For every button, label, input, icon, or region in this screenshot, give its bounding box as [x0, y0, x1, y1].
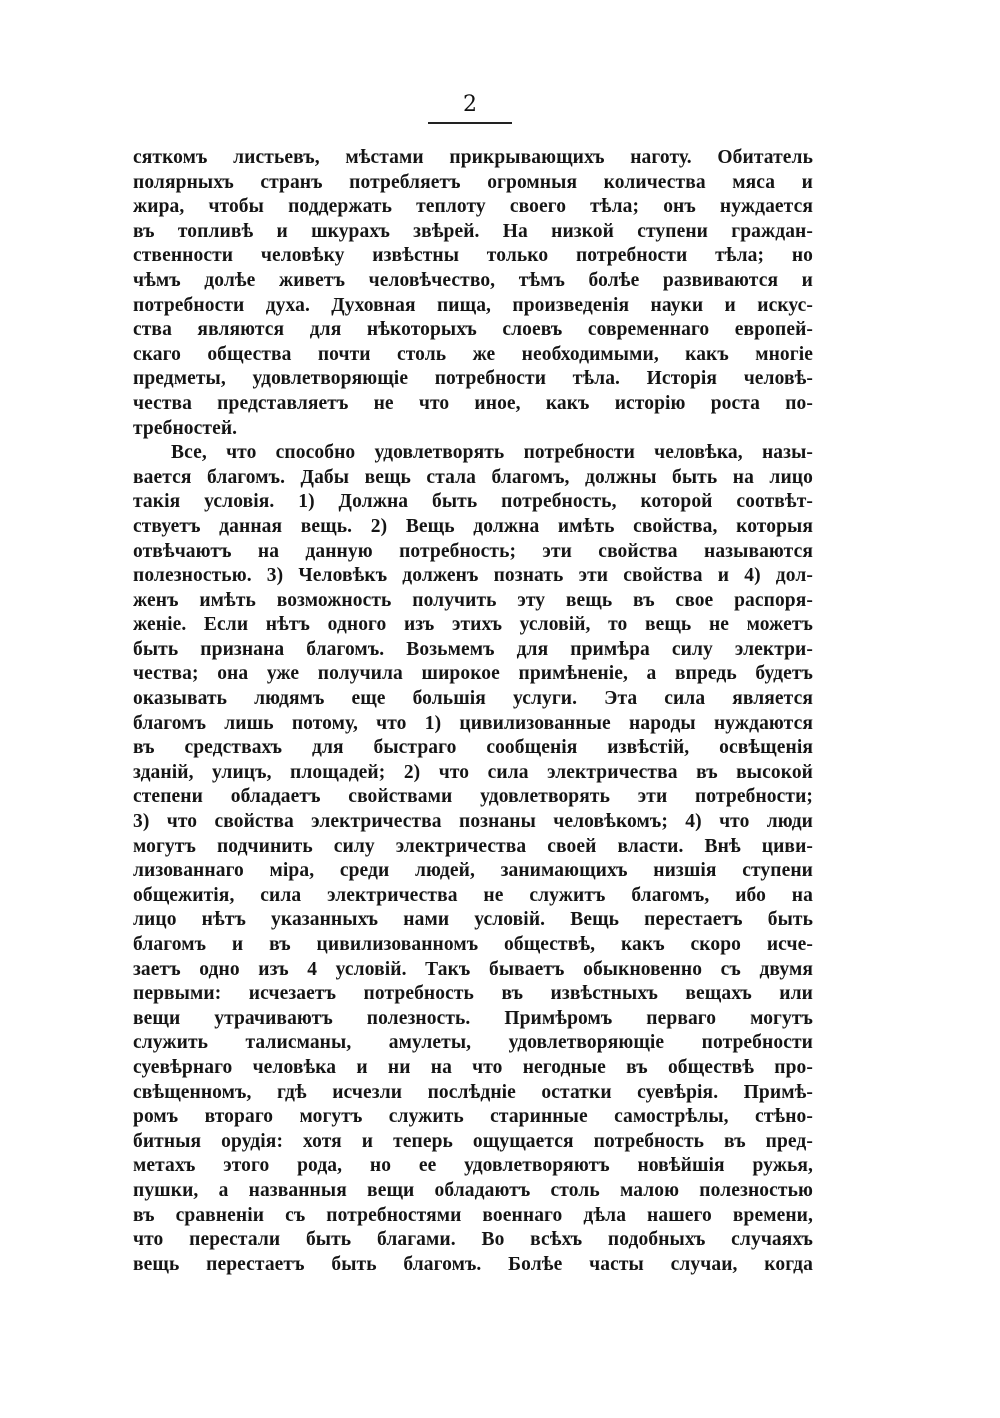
- text-line: пушки, а названныя вещи обладаютъ столь малою полезностью: [133, 1179, 813, 1201]
- text-line: скаго общества почти столь же необходимыми, какъ многіе: [133, 343, 813, 365]
- text-line: потребности духа. Духовная пища, произведенія науки и искус-: [133, 294, 813, 316]
- text-line: сяткомъ листьевъ, мѣстами прикрывающихъ наготу. Обитатель: [133, 147, 813, 168]
- text-line: полярныхъ странъ потребляетъ огромныя количества мяса и: [133, 171, 813, 193]
- text-line: вещи утрачиваютъ полезность. Примѣромъ перваго могутъ: [133, 1007, 813, 1029]
- text-line: вается благомъ. Дабы вещь стала благомъ, должны быть на лицо: [133, 466, 813, 488]
- body-text: [133, 146, 813, 1277]
- text-line: оказывать людямъ еще большія услуги. Эта сила является: [133, 688, 813, 710]
- text-line: такія условія. 1) Должна быть потребность, которой соотвѣт-: [133, 491, 813, 513]
- text-line: Все, что способно удовлетворять потребности человѣка, назы-: [171, 442, 813, 464]
- text-line: требностей.: [133, 417, 238, 439]
- text-line: могутъ подчинить силу электричества своей власти. Внѣ циви-: [133, 835, 813, 857]
- text-line: женъ имѣть возможность получить эту вещь въ свое распоря-: [133, 589, 813, 611]
- text-line: полезностью. 3) Человѣкъ долженъ познать эти свойства и 4) дол-: [133, 565, 813, 587]
- text-line: женіе. Если нѣтъ одного изъ этихъ условій, то вещь не можетъ: [133, 614, 813, 636]
- text-line: лицо нѣтъ указанныхъ нами условій. Вещь перестаетъ быть: [133, 909, 813, 931]
- text-line: метахъ этого рода, но ее удовлетворяютъ новѣйшія ружья,: [133, 1155, 813, 1177]
- text-line: ственности человѣку извѣстны только потребности тѣла; но: [133, 245, 813, 267]
- text-line: служить талисманы, амулеты, удовлетворяющіе потребности: [133, 1032, 813, 1054]
- text-line: благомъ лишь потому, что 1) цивилизованные народы нуждаются: [133, 712, 813, 734]
- text-line: въ топливѣ и шкурахъ звѣрей. На низкой ступени граждан-: [133, 220, 813, 242]
- text-line: быть признана благомъ. Возьмемъ для примѣра силу электри-: [133, 638, 813, 660]
- text-line: 3) что свойства электричества познаны человѣкомъ; 4) что люди: [133, 811, 813, 833]
- page-number: 2: [463, 92, 477, 117]
- text-line: вещь перестаетъ быть благомъ. Болѣе часты случаи, когда: [133, 1253, 813, 1275]
- text-line: первыми: исчезаетъ потребность въ извѣстныхъ вещахъ или: [133, 983, 813, 1005]
- text-line: степени обладаетъ свойствами удовлетворять эти потребности;: [133, 786, 813, 808]
- text-line: ромъ втораго могутъ служить старинные самострѣлы, стѣно-: [133, 1106, 813, 1128]
- text-line: отвѣчаютъ на данную потребность; эти свойства называются: [133, 540, 813, 562]
- text-line: въ средствахъ для быстраго сообщенія извѣстій, освѣщенія: [133, 737, 813, 759]
- text-line: ства являются для нѣкоторыхъ слоевъ современнаго европей-: [133, 319, 813, 341]
- text-line: битныя орудія: хотя и теперь ощущается потребность въ пред-: [133, 1130, 813, 1152]
- text-line: въ сравненіи съ потребностями военнаго дѣла нашего времени,: [133, 1204, 813, 1226]
- text-line: зданій, улицъ, площадей; 2) что сила электричества въ высокой: [133, 761, 813, 783]
- text-line: лизованнаго міра, среди людей, занимающихъ низшія ступени: [133, 860, 813, 882]
- text-line: заетъ одно изъ 4 условій. Такъ бываетъ обыкновенно съ двумя: [133, 958, 813, 980]
- text-line: чества; она уже получила широкое примѣненіе, а впредь будетъ: [133, 663, 813, 685]
- text-line: жира, чтобы поддержать теплоту своего тѣла; онъ нуждается: [133, 196, 813, 218]
- text-line: свѣщенномъ, гдѣ исчезли послѣдніе остатки суевѣрія. Примѣ-: [133, 1081, 813, 1103]
- text-line: предметы, удовлетворяющіе потребности тѣла. Исторія человѣ-: [133, 368, 813, 390]
- text-line: благомъ и въ цивилизованномъ обществѣ, какъ скоро исче-: [133, 934, 813, 955]
- text-line: ствуетъ данная вещь. 2) Вещь должна имѣть свойства, которыя: [133, 515, 813, 537]
- text-line: общежитія, сила электричества не служитъ благомъ, ибо на: [133, 884, 813, 906]
- text-line: чѣмъ долѣе живетъ человѣчество, тѣмъ болѣе развиваются и: [133, 269, 813, 291]
- text-line: что перестали быть благами. Во всѣхъ подобныхъ случаяхъ: [133, 1229, 813, 1251]
- text-line: суевѣрнаго человѣка и ни на что негодные въ обществѣ про-: [133, 1056, 813, 1078]
- text-line: чества представляетъ не что иное, какъ исторію роста по-: [133, 392, 813, 414]
- header-rule: [428, 122, 512, 124]
